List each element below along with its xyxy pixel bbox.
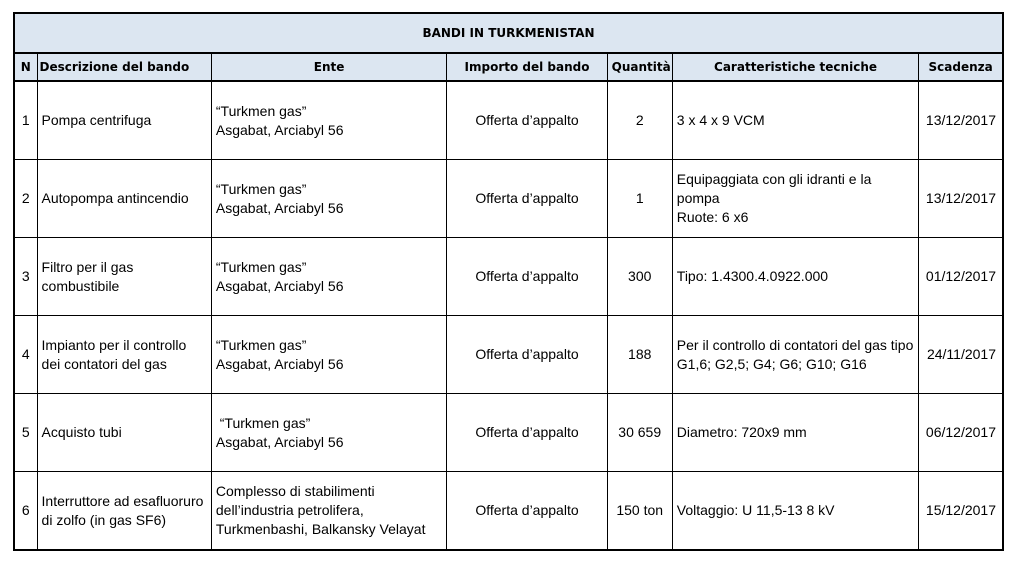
cell-n: 3 [14,238,37,316]
cell-caratteristiche [672,81,918,160]
cell-scadenza: 01/12/2017 [919,238,1003,316]
cell-quantita: 188 [607,316,672,394]
header-quantita: Quantità [607,53,672,81]
cell-scadenza: 15/12/2017 [919,472,1003,551]
header-n: N [14,53,37,81]
cell-caratteristiche [672,394,918,472]
cell-caratteristiche [672,160,918,238]
cell-n: 4 [14,316,37,394]
table-row [14,238,1003,316]
table-title-row [14,13,1003,53]
cell-caratteristiche [672,316,918,394]
caratteristiche-line: Voltaggio: U 11,5-13 8 kV [676,502,835,518]
cell-importo: Offerta d’appalto [447,394,607,472]
table-row [14,81,1003,160]
ente-line: “Turkmen gas” [215,258,307,275]
cell-descrizione: Filtro per il gas combustibile [37,238,211,316]
cell-descrizione: Pompa centrifuga [37,81,211,160]
cell-quantita: 300 [607,238,672,316]
header-descrizione: Descrizione del bando [37,53,211,81]
caratteristiche-line: Ruote: 6 x6 [676,209,749,225]
ente-line: Asgabat, Arciabyl 56 [215,433,344,450]
caratteristiche-line: 3 x 4 x 9 VCM [676,112,765,128]
table-row [14,472,1003,551]
caratteristiche-line: Tipo: 1.4300.4.0922.000 [676,268,829,284]
cell-scadenza: 06/12/2017 [919,394,1003,472]
table-row [14,160,1003,238]
header-importo: Importo del bando [447,53,607,81]
cell-ente [211,316,446,394]
caratteristiche-line: Diametro: 720x9 mm [676,424,807,440]
table-row [14,394,1003,472]
tenders-table [13,12,1004,551]
table-header-row [14,53,1003,81]
ente-line: Asgabat, Arciabyl 56 [215,277,344,294]
ente-line: “Turkmen gas” [215,336,307,353]
cell-descrizione: Impianto per il controllo dei contatori del gas [37,316,211,394]
ente-line: “Turkmen gas” [215,102,307,119]
ente-line: Asgabat, Arciabyl 56 [215,121,344,138]
cell-n: 2 [14,160,37,238]
ente-line: Asgabat, Arciabyl 56 [215,355,344,372]
caratteristiche-line: Per il controllo di contatori del gas tipo G1,6; G2,5; G4; G6; G10; G16 [676,336,914,372]
cell-descrizione: Acquisto tubi [37,394,211,472]
cell-quantita: 150 ton [607,472,672,551]
cell-n: 1 [14,81,37,160]
cell-importo: Offerta d’appalto [447,316,607,394]
cell-importo: Offerta d’appalto [447,81,607,160]
header-caratteristiche: Caratteristiche tecniche [672,53,918,81]
cell-scadenza: 24/11/2017 [919,316,1003,394]
cell-ente [211,472,446,551]
ente-line: Asgabat, Arciabyl 56 [215,199,344,216]
cell-quantita: 1 [607,160,672,238]
table-title: BANDI IN TURKMENISTAN [14,13,1003,53]
ente-line: Complesso di stabilimenti dell’industria petrolifera, Turkmenbashi, Balkansky Velayat [215,483,426,537]
cell-ente [211,394,446,472]
cell-descrizione: Autopompa antincendio [37,160,211,238]
cell-scadenza: 13/12/2017 [919,160,1003,238]
header-scadenza: Scadenza [919,53,1003,81]
cell-ente [211,238,446,316]
cell-quantita: 2 [607,81,672,160]
table-row [14,316,1003,394]
cell-scadenza: 13/12/2017 [919,81,1003,160]
cell-caratteristiche [672,238,918,316]
cell-importo: Offerta d’appalto [447,472,607,551]
cell-importo: Offerta d’appalto [447,238,607,316]
cell-n: 6 [14,472,37,551]
ente-line: “Turkmen gas” [215,414,311,431]
cell-n: 5 [14,394,37,472]
cell-quantita: 30 659 [607,394,672,472]
cell-ente [211,160,446,238]
cell-descrizione: Interruttore ad esafluoruro di zolfo (in gas SF6) [37,472,211,551]
cell-caratteristiche [672,472,918,551]
cell-importo: Offerta d’appalto [447,160,607,238]
cell-ente [211,81,446,160]
header-ente: Ente [211,53,446,81]
ente-line: “Turkmen gas” [215,180,307,197]
caratteristiche-line: Equipaggiata con gli idranti e la pompa [676,171,872,206]
